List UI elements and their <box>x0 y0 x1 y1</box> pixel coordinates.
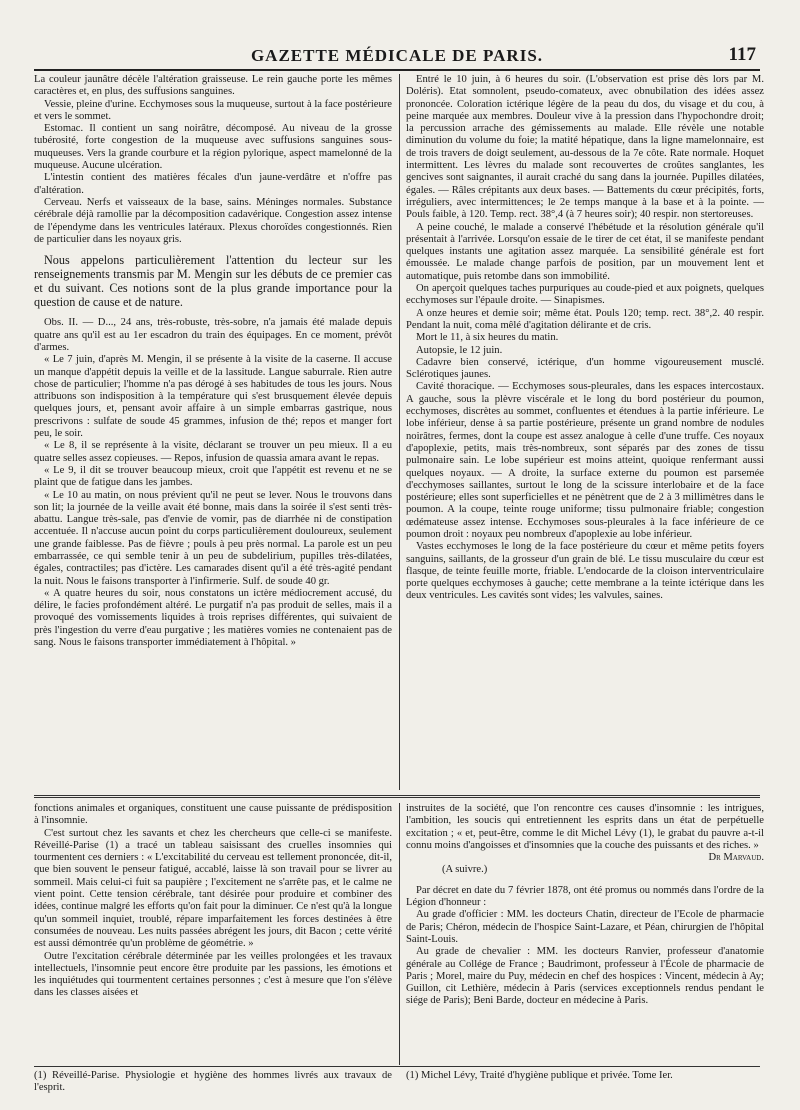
paragraph: Au grade d'officier : MM. les docteurs Chatin, directeur de l'Ecole de pharmacie de Paris; Chéron, médecin de l'hospice Saint-Lazare, et Péan, chirurgien de l'hôpital Saint-Louis. <box>406 909 764 945</box>
running-title: GAZETTE MÉDICALE DE PARIS. <box>250 46 544 65</box>
paragraph: Cavité thoracique. — Ecchymoses sous-pleurales, dans les espaces intercostaux. A gauche, sous la plèvre viscérale et le long du bord postérieur du poumon, ecchymoses, discrètes au sommet, confluentes et étendues à la partie inférieure. Le lobe inférieur, dense à sa partie postérieure, présente un grand nombre de nodules noirâtres, fermes, dont la coupe est assez analogue à celle d'une truffe. Ces noyaux d'apoplexie, petits, mais très-nombreux, sont séparés par des zones de tissu pulmonaire sain. Le lobe supérieur est moins atteint, quoique renfermant aussi quelques noyaux. — A droite, la surface externe du poumon est parsemée d'ecchymoses saillantes, surtout le long de la scissure interlobaire et de la face postérieure; elles sont superficielles et ne pénètrent que de 2 à 3 millimètres dans le poumon. A la coupe, teinte rouge uniforme; tissu pulmonaire friable; congestion œdémateuse assez intense. Ecchymoses sous-pleurales à la face inférieure de ce poumon droit : noyaux peu nombreux d'apoplexie au lobe inférieur. <box>406 381 764 540</box>
paragraph: On aperçoit quelques taches purpuriques au coude-pied et aux poignets, quelques ecchymoses sur l'épaule droite. — Sinapismes. <box>406 283 764 307</box>
paragraph: Vessie, pleine d'urine. Ecchymoses sous la muqueuse, surtout à la face postérieure et vers le sommet. <box>34 98 392 122</box>
feuilleton-left-column <box>34 803 392 1065</box>
paragraph: L'intestin contient des matières fécales d'un jaune-verdâtre et n'offre pas d'altération. <box>34 172 392 196</box>
page-number: 117 <box>728 44 756 65</box>
feuilleton-right-column <box>406 803 764 1065</box>
paragraph: Outre l'excitation cérébrale déterminée par les veilles prolongées et les travaux intellectuels, l'insomnie peut encore être produite par les passions, les émotions et les inquiétudes qui tourmentent certaines personnes ; c'est à mesure que l'on s'élève dans les classes aisées et <box>34 950 392 999</box>
to-be-continued: (A suivre.) <box>442 864 488 876</box>
paragraph: Obs. II. — D..., 24 ans, très-robuste, très-sobre, n'a jamais été malade depuis quatre ans qu'il est au 1er escadron du train des équipages. En ce moment, prévôt d'armes. <box>34 317 392 353</box>
upper-left-column <box>34 74 392 792</box>
paragraph: Au grade de chevalier : MM. les docteurs Ranvier, professeur d'anatomie générale au Collége de France ; Baudrimont, professeur à l'École de pharmacie de Paris ; Morel, maire du Puy, médecin en chef des hospices : Vincent, médecin à Ay; Guillon, cit Lethière, médecin à Paris (services exceptionnels rendus pendant le siége de Paris); Beni Barde, docteur en médecine à Paris. <box>406 946 764 1007</box>
paragraph: Autopsie, le 12 juin. <box>416 344 503 356</box>
paragraph: Par décret en date du 7 février 1878, ont été promus ou nommés dans l'ordre de la Légion d'honneur : <box>406 884 764 909</box>
paragraph: Cerveau. Nerfs et vaisseaux de la base, sains. Méninges normales. Substance cérébrale déjà ramollie par la décomposition cadavérique. Congestion assez intense de l'épendyme dans les ventricules latéraux. Plexus choroïdes congestionnés. Rien de particulier dans les noyaux gris. <box>34 196 392 245</box>
page-header <box>34 46 760 68</box>
paragraph: C'est surtout chez les savants et chez les chercheurs que celle-ci se manifeste. Réveillé-Parise (1) a tracé un tableau saisissant des cruelles insomnies qui tourmentent ces derniers : « L'excitabilité du cerveau est tellement prononcée, dit-il, que bien souvent le penseur fatigué, accablé, laisse là son travail pour se livrer au sommeil. Mais celui-ci fuit sa paupière ; l'excitement ne s'arrête pas, et le calme ne vient point. Cette tension cérébrale, tant désirée pour produire et combiner des idées, continue malgré les efforts qu'on fait pour la diminuer. Ce n'est qu'à la longue qu'un sommeil inquiet, troublé, répare imparfaitement les forces destinées à être consumées de nouveau. Les nuits passées abrégent les jours, dit Bacon ; cette vérité est aussi démontrée qu'un problème de géométrie. » <box>34 827 392 950</box>
spacer <box>406 877 764 885</box>
paragraph: Cadavre bien conservé, ictérique, d'un homme vigoureusement musclé. Sclérotiques jaunes. <box>406 356 764 381</box>
paragraph: « Le 7 juin, d'après M. Mengin, il se présente à la visite de la caserne. Il accuse un manque d'appétit depuis la veille et de la lassitude. Langue saburrale. Rien autre chose de particulier; l'homme n'a pas dérogé à ses habitudes de tous les jours. Nous attribuons son indisposition à la température qui s'est brusquement élevée depuis quelques jours, et, pensant avoir affaire à un simple embarras gastrique, nous prescrivons : sulfate de soude 45 grammes, infusion de thé; repos et manger fort peu, le soir. <box>34 354 392 440</box>
paragraph: Estomac. Il contient un sang noirâtre, décomposé. Au niveau de la grosse tubérosité, forte congestion de la muqueuse avec suffusions sanguines sous-muqueuses. Vers la grande courbure et la région pylorique, aspect mamelonné de la muqueuse. Aucune ulcération. <box>34 123 392 172</box>
paragraph: instruites de la société, que l'on rencontre ces causes d'insomnie : les intrigues, l'ambition, les soucis qui entretiennent les esprits dans un état de perpétuelle excitation ; « et, peut-être, comme le dit Michel Lévy (1), le grabat du pauvre a-t-il connu moins d'angoisses et d'insomnies que la couche des puissants et des riches. » <box>406 803 764 851</box>
paragraph: A peine couché, le malade a conservé l'hébétude et la résolution générale qu'il présentait à l'arrivée. Lorsqu'on essaie de le tirer de cet état, il se manifeste pendant quelques instants une agitation assez marquée. La sensibilité générale est fort émoussée. Le malade change parfois de position, par un mouvement lent et automatique, puis retombe dans son immobilité. <box>406 221 764 282</box>
column-divider <box>399 803 400 1065</box>
upper-right-column <box>406 74 764 792</box>
footnote-right: (1) Michel Lévy, Traité d'hygiène publique et privée. Tome Ier. <box>406 1070 673 1081</box>
paragraph: « Le 10 au matin, on nous prévient qu'il ne peut se lever. Nous le trouvons dans son lit; la journée de la veille avait été bonne, mais dans la soirée il s'est senti très-abattu. Langue très-sale, pas d'envie de vomir, pas de diarrhée ni de constipation accentuée. Il n'accuse aucun point du corps particulièrement douloureux, seulement une grande faiblesse. Pas de fièvre ; pouls à peu près normal. La parole est un peu embarrassée, ce qui semble tenir à un peu de subdelirium, pupilles très-dilatées, égales, contractiles; pas d'ictère. Les camarades disent qu'il a été très-agité pendant la nuit. Nous le faisons transporter à l'infirmerie. Sulf. de soude 40 gr. <box>34 489 392 587</box>
editorial-note: Nous appelons particulièrement l'attention du lecteur sur les renseignements transmis par M. Mengin sur les débuts de ce premier cas et du suivant. Ces notions sont de la plus grande importance pour la question de cause et de nature. <box>34 253 392 309</box>
paragraph: « A quatre heures du soir, nous constatons un ictère médiocrement accusé, du délire, le facies profondément altéré. Le purgatif n'a pas produit de selles, mais il a provoqué des vomissements liquides à trois reprises différentes, qui suivaient de près l'ingestion du verre d'eau purgative ; les matières vomies ne contenaient pas de sang. Nous le faisons transporter immédiatement à l'hôpital. » <box>34 587 392 649</box>
paragraph: A onze heures et demie soir; même état. Pouls 120; temp. rect. 38°,2. 40 respir. Pendant la nuit, coma mêlé d'agitation délirante et de cris. <box>406 307 764 331</box>
footnote-rule <box>34 1066 760 1067</box>
paragraph: « Le 9, il dit se trouver beaucoup mieux, croit que l'appétit est revenu et ne se plaint que de fatigue dans les jambes. <box>34 464 392 489</box>
spacer <box>34 309 392 317</box>
paragraph: Mort le 11, à six heures du matin. <box>416 332 559 344</box>
paragraph: Vastes ecchymoses le long de la face postérieure du cœur et même petits foyers sanguins, saillants, de la grosseur d'un grain de blé. Le tissu musculaire du cœur est flasque, de teinte feuille morte, friable. L'endocarde de la cloison interventriculaire porte quelques ecchymoses à gauche; cette membrane a la teinte ictérique dans les deux ventricules. Les cavités sont vides; les valvules, saines. <box>406 541 764 602</box>
paragraph: Entré le 10 juin, à 6 heures du soir. (L'observation est prise dès lors par M. Doléris). Etat somnolent, pseudo-comateux, avec obnubilation des idées assez prononcée. Coloration ictérique légère de la peau du dos, du visage et du cou, à peine marquée aux membres. Douleur vive à la pression dans l'hypochondre droit; la percussion arrache des gémissements au malade. Elle révèle une notable diminution du volume du foie; la matité hépatique, dans la ligne mamelonnaire, est de trois travers de doigt seulement, au-dessous de la 7e côte. Rate normale. Hoquet intermittent. Les lèvres du malade sont recouvertes de croûtes sanglantes, les gencives sont saignantes, il aurait craché du sang dans la journée. Pupilles dilatées, égales. — Râles crépitants aux deux bases. — Battements du cœur précipités, forts, irréguliers, avec intermittences; le 2e temps manque à la base et à la pointe. — Pouls faible, à 120. Temp. rect. 38°,4 (à 7 heures soir); 40 respir. non stertoreuses. <box>406 74 764 221</box>
signature: Dr Marvaud. <box>708 852 764 864</box>
paragraph: fonctions animales et organiques, constituent une cause puissante de prédisposition à l'insomnie. <box>34 803 392 827</box>
paragraph: La couleur jaunâtre décèle l'altération graisseuse. Le rein gauche porte les mêmes caractères et, en plus, des suffusions sanguines. <box>34 74 392 98</box>
footnote-left: (1) Réveillé-Parise. Physiologie et hygiène des hommes livrés aux travaux de l'esprit. <box>34 1070 392 1094</box>
column-divider <box>399 74 400 790</box>
paragraph: « Le 8, il se représente à la visite, déclarant se trouver un peu mieux. Il a eu quatre selles assez copieuses. — Repos, infusion de quassia amara avant le repas. <box>34 440 392 464</box>
section-divider <box>34 795 760 798</box>
header-rule <box>34 69 760 71</box>
